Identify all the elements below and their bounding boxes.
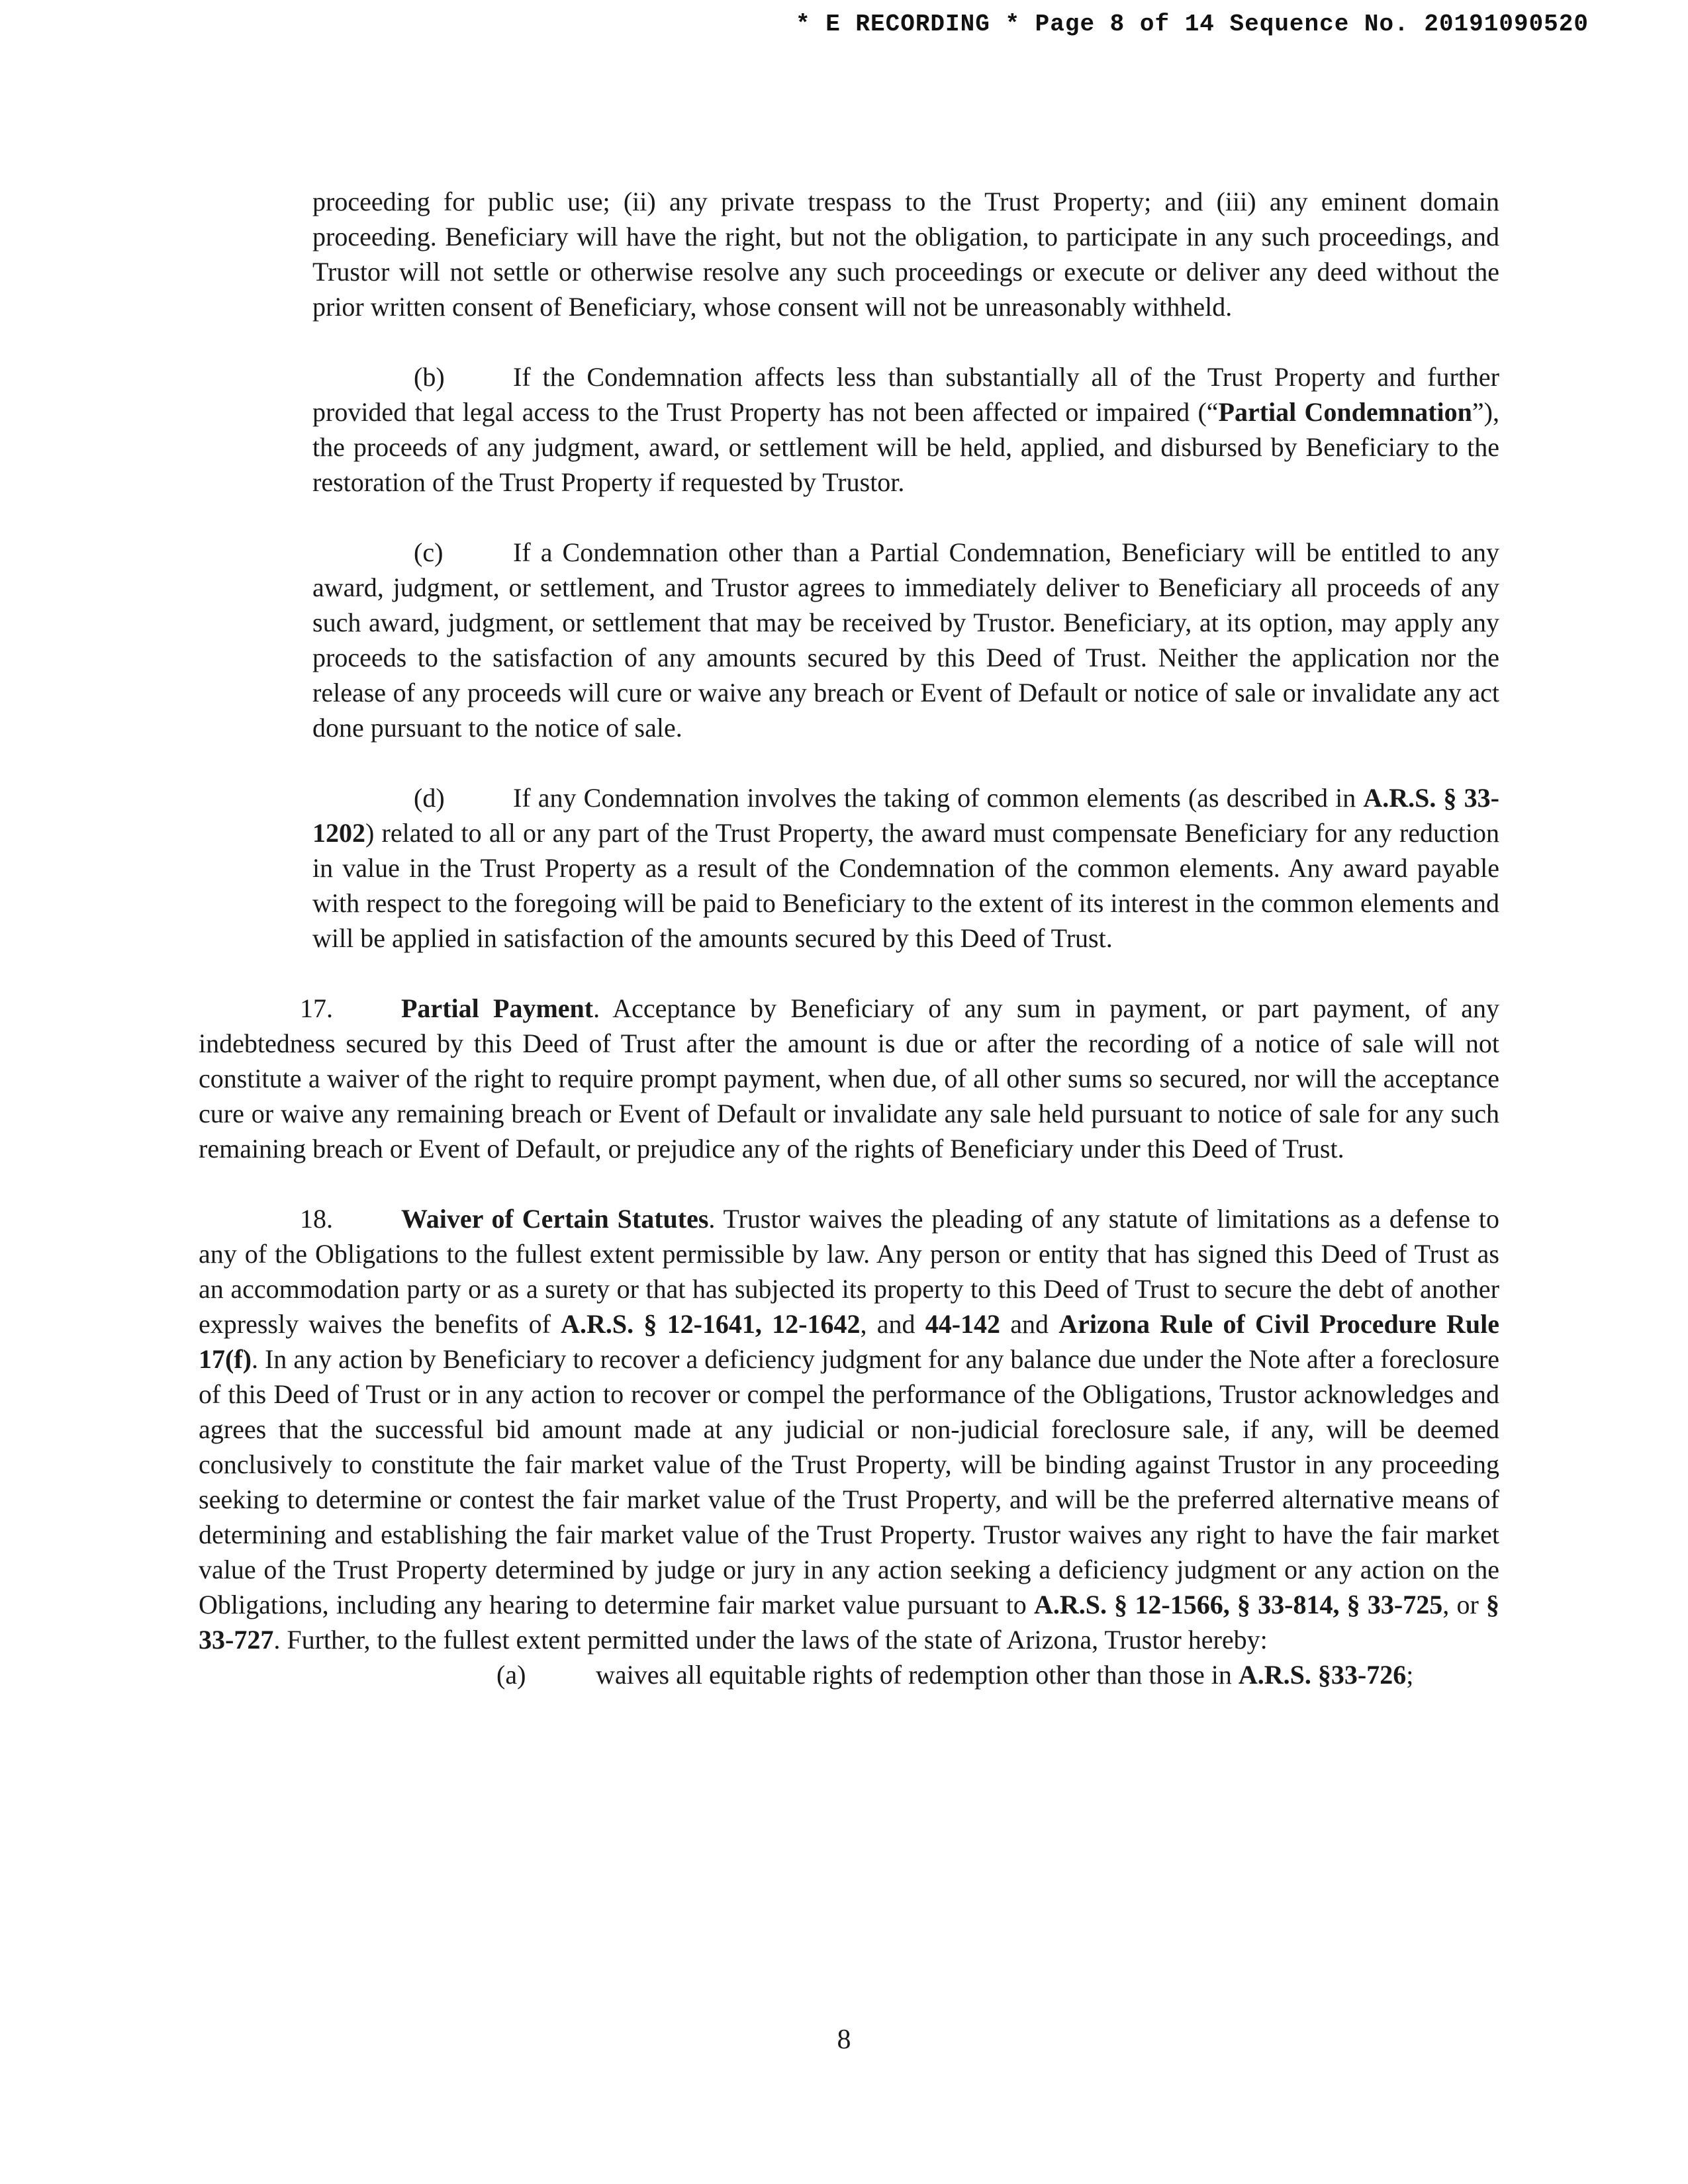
recording-header: * E RECORDING * Page 8 of 14 Sequence No. 20191090520 (796, 11, 1589, 38)
section-17-heading: Partial Payment (401, 993, 594, 1023)
section-17-number: 17. (300, 993, 333, 1023)
section-18-citation-3: Arizona Rule of Civil Procedure Rule 17(f) (199, 1309, 1499, 1374)
section-18 (199, 1201, 1499, 1657)
section-17-text: . Acceptance by Beneficiary of any sum in payment, or part payment, of any indebtedness secured by this Deed of Trust after the amount is due or after the recording of a notice of sale will not constitute a waiver of the right to require prompt payment, when due, of all other sums so secured, nor will the acceptance cure or waive any remaining breach or Event of Default or invalidate any sale held pursuant to notice of sale for any such remaining breach or Event of Default, or prejudice any of the rights of Beneficiary under this Deed of Trust. (199, 993, 1499, 1163)
section-18-citation-4: A.R.S. § 12-1566, § 33-814, § 33-725 (1033, 1590, 1443, 1619)
section-18-item-a (199, 1657, 1499, 1692)
section-18-citation-5: § 33-727 (199, 1590, 1499, 1655)
section-17 (199, 991, 1499, 1166)
paragraph-c (312, 535, 1499, 745)
section-18-text-3: and (1010, 1309, 1049, 1339)
section-18-text-2: , and (860, 1309, 915, 1339)
section-18-heading: Waiver of Certain Statutes (401, 1204, 709, 1234)
paragraph-c-label: (c) (414, 537, 444, 567)
paragraph-c-text: If a Condemnation other than a Partial Condemnation, Beneficiary will be entitled to any award, judgment, or settlement, and Trustor agrees to immediately deliver to Beneficiary all proceeds of any such award, judgment, or settlement that may be received by Trustor. Beneficiary, at its option, may apply any proceeds to the satisfaction of any amounts secured by this Deed of Trust. Neither the application nor the release of any proceeds will cure or waive any breach or Event of Default or notice of sale or invalidate any act done pursuant to the notice of sale. (312, 537, 1499, 743)
section-18-number: 18. (300, 1204, 333, 1234)
paragraph-b (312, 359, 1499, 500)
section-18-text-6: . Further, to the fullest extent permitted under the laws of the state of Arizona, Trustor hereby: (273, 1625, 1268, 1655)
paragraph-d-text-1: If any Condemnation involves the taking of common elements (as described in (513, 783, 1356, 813)
page-number: 8 (837, 2025, 851, 2055)
paragraph-d (312, 780, 1499, 956)
section-18-citation-1: A.R.S. § 12-1641, 12-1642 (561, 1309, 861, 1339)
paragraph-b-defined-term: Partial Condemnation (1218, 397, 1472, 427)
section-18-citation-2: 44-142 (925, 1309, 1001, 1339)
section-18-item-a-citation: A.R.S. §33-726 (1238, 1660, 1407, 1690)
section-18-text-1: . Trustor waives the pleading of any statute of limitations as a defense to any of the Obligations to the fullest extent permissible by law. Any person or entity that has signed this Deed of Trust as an accommodation party or as a surety or that has subjected its property to this Deed of Trust to secure the debt of another expressly waives the benefits of (199, 1204, 1499, 1339)
section-18-item-a-text: waives all equitable rights of redemption other than those in (596, 1660, 1232, 1690)
paragraph-b-label: (b) (414, 362, 445, 392)
section-18-text-4: . In any action by Beneficiary to recover a deficiency judgment for any balance due under the Note after a foreclosure of this Deed of Trust or in any action to recover or compel the performance of the Obligations, Trustor acknowledges and agrees that the successful bid amount made at any judicial or non-judicial foreclosure sale, if any, will be deemed conclusively to constitute the fair market value of the Trust Property, will be binding against Trustor in any proceeding seeking to determine or contest the fair market value of the Trust Property, and will be the preferred alternative means of determining and establishing the fair market value of the Trust Property. Trustor waives any right to have the fair market value of the Trust Property determined by judge or jury in any action seeking a deficiency judgment or any action on the Obligations, including any hearing to determine fair market value pursuant to (199, 1344, 1499, 1619)
document-body (199, 184, 1499, 1692)
paragraph-continuation-text: proceeding for public use; (ii) any private trespass to the Trust Property; and (iii) any eminent domain proceeding. Beneficiary will have the right, but not the obligation, to participate in any such proceedings, and Trustor will not settle or otherwise resolve any such proceedings or execute or deliver any deed without the prior written consent of Beneficiary, whose consent will not be unreasonably withheld. (312, 187, 1499, 322)
section-18-item-a-label: (a) (496, 1660, 526, 1690)
paragraph-d-citation: A.R.S. § 33-1202 (312, 783, 1499, 848)
paragraph-b-text-1: If the Condemnation affects less than substantially all of the Trust Property and further provided that legal access to the Trust Property has not been affected or impaired (“ (312, 362, 1499, 427)
paragraph-d-text-2: ) related to all or any part of the Trust Property, the award must compensate Beneficiary for any reduction in value in the Trust Property as a result of the Condemnation of the common elements. Any award payable with respect to the foregoing will be paid to Beneficiary to the extent of its interest in the common elements and will be applied in satisfaction of the amounts secured by this Deed of Trust. (312, 818, 1499, 953)
paragraph-b-text-2: ”), the proceeds of any judgment, award, or settlement will be held, applied, and disbursed by Beneficiary to the restoration of the Trust Property if requested by Trustor. (312, 397, 1499, 497)
section-18-item-a-tail: ; (1406, 1660, 1414, 1690)
paragraph-continuation (312, 184, 1499, 324)
paragraph-d-label: (d) (414, 783, 445, 813)
section-18-text-5: , or (1442, 1590, 1479, 1619)
